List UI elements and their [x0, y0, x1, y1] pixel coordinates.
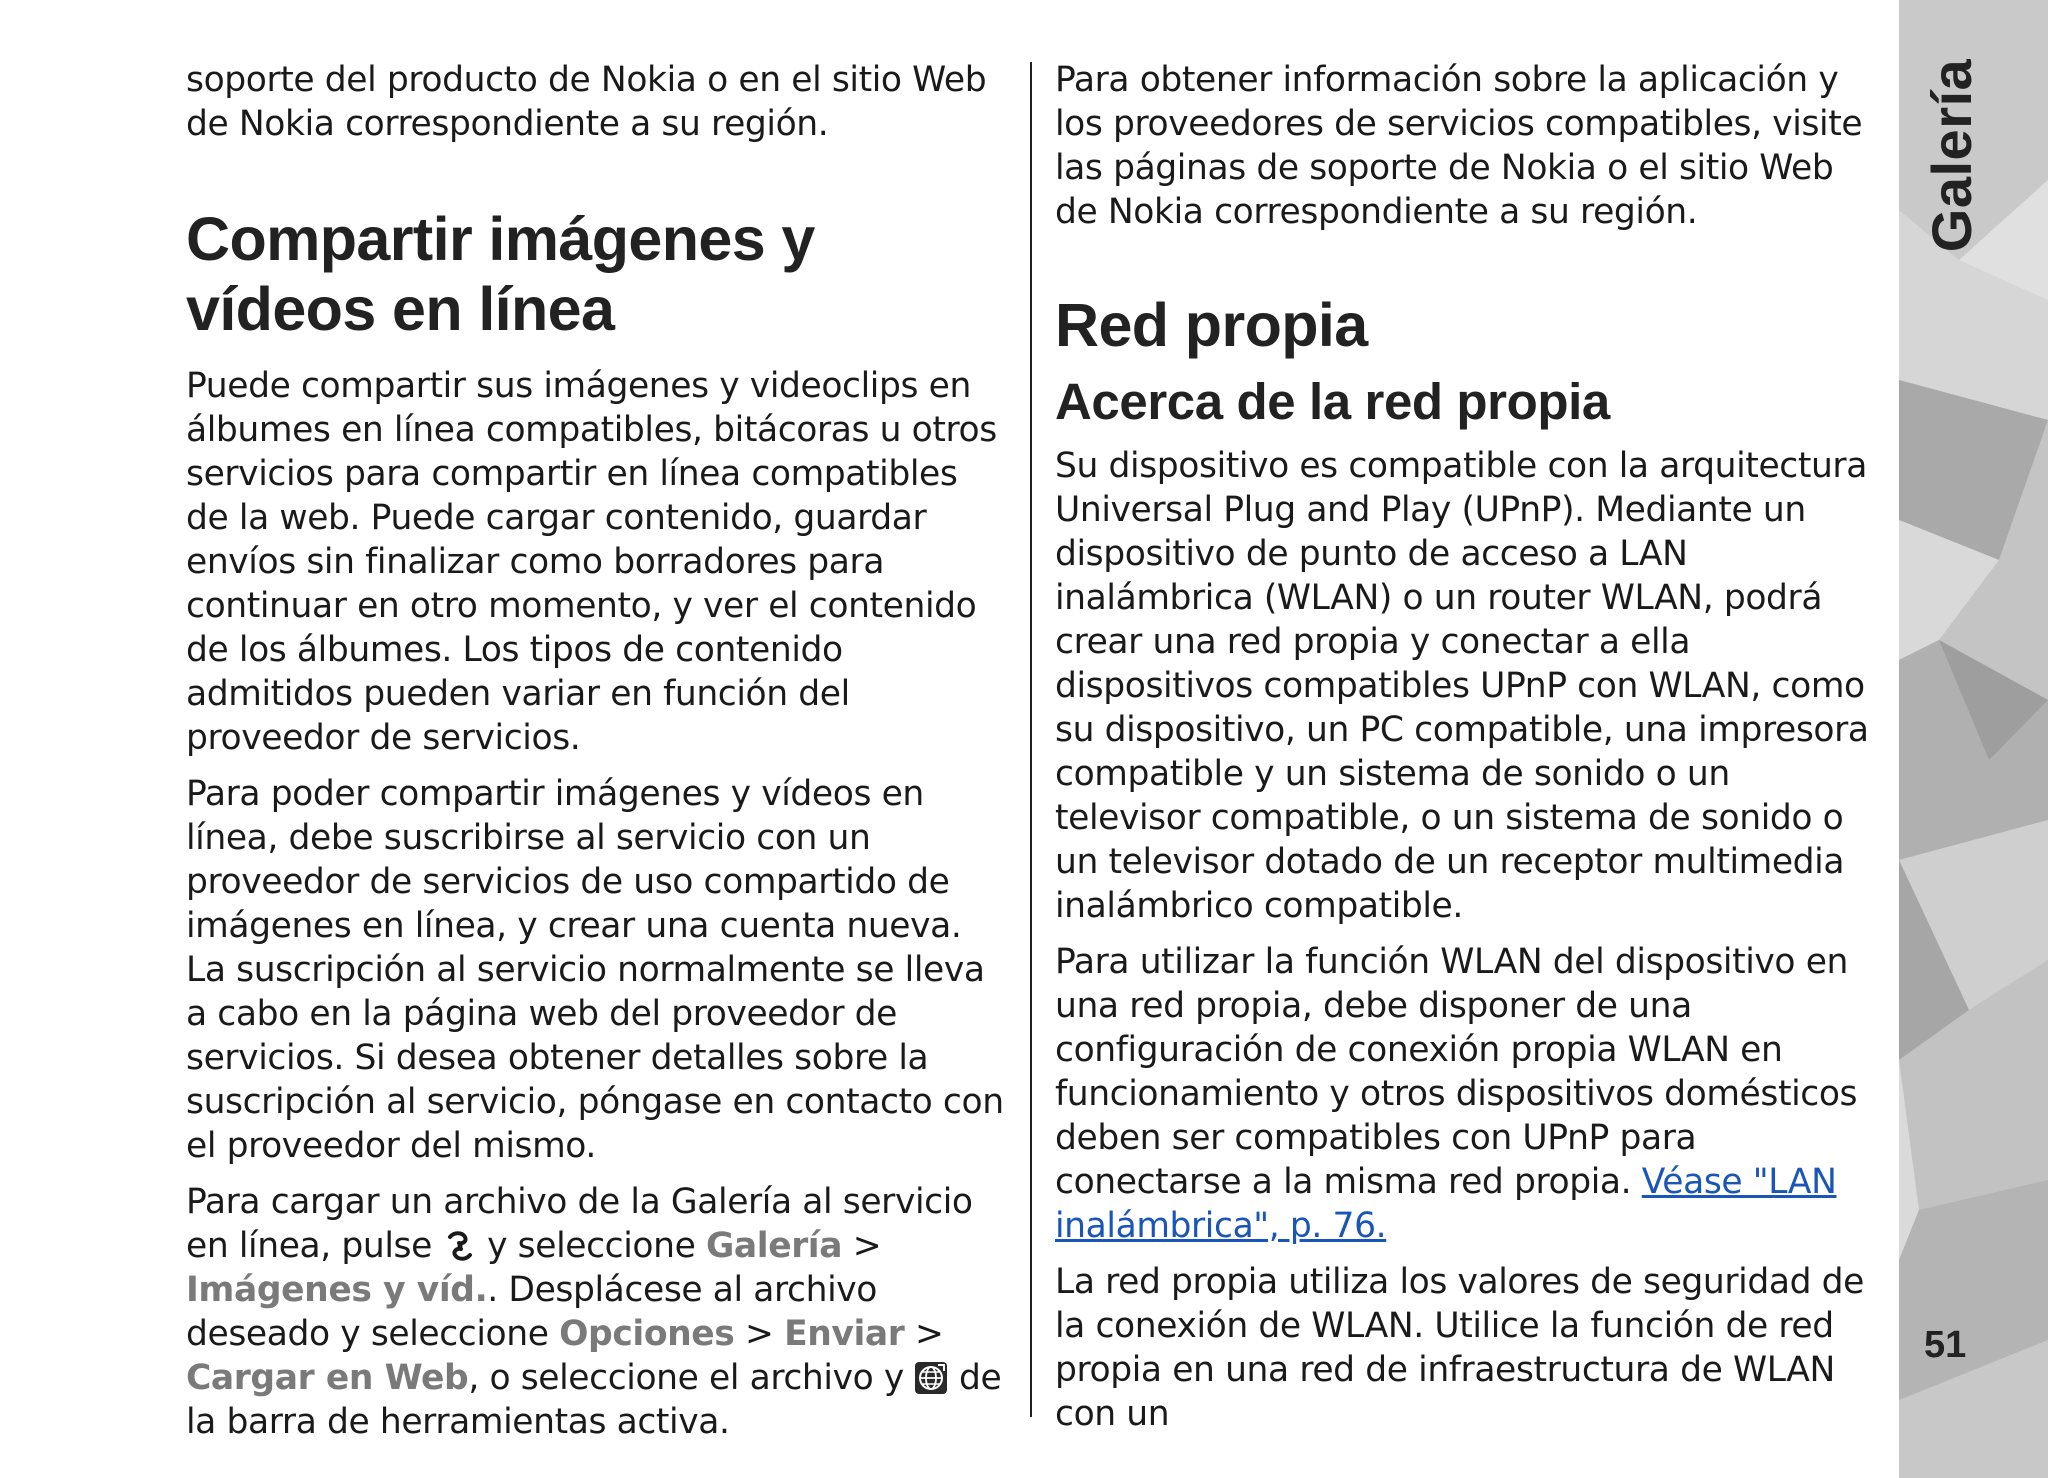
- home-network-paragraph-3: La red propia utiliza los valores de seguridad de la conexión de WLAN. Utilice la función de red propia en una red de infraestructura de WLAN con un: [1055, 1262, 1864, 1434]
- home-network-paragraph-2-text: Para utilizar la función WLAN del dispositivo en una red propia, debe disponer de una configuración de conexión propia WLAN en funcionamiento y otros dispositivos domésticos deben ser compatibles con UPnP para conectarse a la misma red propia.: [1055, 942, 1858, 1202]
- page-number: 51: [1924, 1324, 1967, 1366]
- left-column: [186, 58, 1008, 1444]
- menu-galeria: Galería: [705, 1226, 843, 1266]
- wlan-reference-link[interactable]: Véase "LAN inalámbrica", p. 76.: [1055, 1162, 1837, 1246]
- home-network-paragraph-2: [1055, 940, 1877, 1248]
- menu-imagenes-y-vid: Imágenes y víd.: [186, 1270, 488, 1310]
- upload-text-5: de la barra de herramientas activa.: [186, 1358, 1002, 1442]
- upload-text-4: , o seleccione el archivo y: [468, 1358, 915, 1398]
- section-heading-sharing: Compartir imágenes y vídeos en línea: [186, 205, 815, 343]
- sharing-paragraph-2: Para poder compartir imágenes y vídeos en línea, debe suscribirse al servicio con un proveedor de servicios de uso compartido de imágenes en línea, y crear una cuenta nueva. La suscripción al servicio normalmente se lleva a cabo en la página web del proveedor de servicios. Si desea obtener detalles sobre la suscripción al servicio, póngase en contacto con el proveedor del mismo.: [186, 774, 1004, 1166]
- upload-text-1: Para cargar un archivo de la Galería al servicio en línea, pulse: [186, 1182, 973, 1266]
- menu-opciones: Opciones: [559, 1314, 735, 1354]
- chapter-title-vertical: [1912, 60, 1992, 250]
- home-network-paragraph-1: Su dispositivo es compatible con la arquitectura Universal Plug and Play (UPnP). Mediante un dispositivo de punto de acceso a LAN inalámbrica (WLAN) o un router WLAN, podrá crear una red propia y conectar a ella dispositivos compatibles UPnP con WLAN, como su dispositivo, un PC compatible, una impresora compatible y un sistema de sonido o un televisor compatible, o un sistema de sonido o un televisor dotado de un receptor multimedia inalámbrico compatible.: [1055, 446, 1869, 926]
- menu-key-icon: [443, 1229, 477, 1263]
- web-upload-icon: [914, 1361, 948, 1395]
- left-intro-paragraph: soporte del producto de Nokia o en el sitio Web de Nokia correspondiente a su región.: [186, 60, 987, 144]
- upload-text-3: . Desplácese al archivo deseado y seleccione: [186, 1270, 877, 1354]
- menu-separator-3: >: [904, 1314, 944, 1354]
- subheading-about-home-network: Acerca de la red propia: [1055, 373, 1610, 430]
- menu-cargar-en-web: Cargar en Web: [186, 1358, 469, 1398]
- section-heading-home-network: Red propia: [1055, 291, 1368, 359]
- column-divider: [1030, 62, 1032, 1417]
- right-intro-paragraph: Para obtener información sobre la aplicación y los proveedores de servicios compatibles, visite las páginas de soporte de Nokia o el sitio Web de Nokia correspondiente a su región.: [1055, 60, 1863, 232]
- chapter-title: Galería: [1920, 58, 1984, 252]
- right-column: [1055, 58, 1877, 1436]
- menu-enviar: Enviar: [784, 1314, 905, 1354]
- menu-separator-1: >: [842, 1226, 882, 1266]
- menu-separator-2: >: [734, 1314, 785, 1354]
- upload-text-2: y seleccione: [476, 1226, 706, 1266]
- sharing-paragraph-3: [186, 1180, 1008, 1444]
- sharing-paragraph-1: Puede compartir sus imágenes y videoclips en álbumes en línea compatibles, bitácoras u otros servicios para compartir en línea compatibles de la web. Puede cargar contenido, guardar envíos sin finalizar como borradores para continuar en otro momento, y ver el contenido de los álbumes. Los tipos de contenido admitidos pueden variar en función del proveedor de servicios.: [186, 366, 997, 758]
